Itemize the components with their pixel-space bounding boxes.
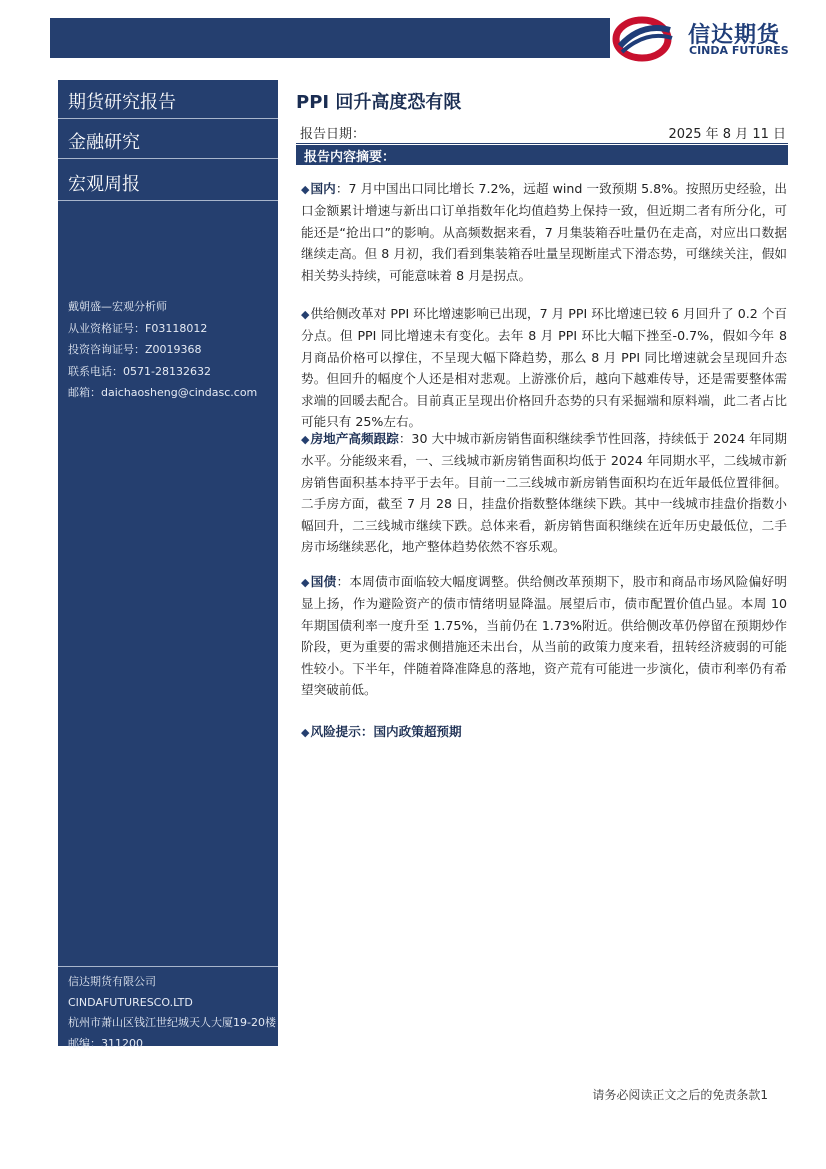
summary-paragraph-real-estate bbox=[301, 428, 787, 557]
risk-text: 风险提示：国内政策超预期 bbox=[310, 724, 462, 739]
report-title: PPI 回升高度恐有限 bbox=[296, 92, 462, 113]
logo-swoosh-icon bbox=[612, 16, 682, 62]
diamond-bullet-icon: ◆ bbox=[301, 576, 310, 589]
sidebar-divider bbox=[58, 966, 278, 967]
summary-header-bar bbox=[296, 145, 788, 165]
paragraph-label: 国内 bbox=[310, 181, 336, 196]
diamond-bullet-icon: ◆ bbox=[301, 308, 310, 321]
paragraph-text: ：本周债市面临较大幅度调整。供给侧改革预期下，股市和商品市场风险偏好明显上扬，作为避险资产的债市情绪明显降温。展望后市，债市配置价值凸显。本周 10 年期国债利率一度升至 1.75%，当前仍在 1.73%附近。供给侧改革仍停留在预期炒作阶段，更为重要的需求侧措施还未出台，从当前的政策力度来看，扭转经济疲弱的可能性较小。下半年，伴随着降准降息的落地，资产荒有可能进一步演化，债市利率仍有希望突破前低。 bbox=[301, 574, 788, 698]
date-divider bbox=[296, 143, 788, 144]
summary-paragraph-bonds bbox=[301, 571, 787, 700]
paragraph-text: 供给侧改革对 PPI 环比增速影响已出现，7 月 PPI 环比增速已较 6 月回升了 0.2 个百分点。但 PPI 同比增速未有变化。去年 8 月 PPI 环比大幅下挫至-0.7%，假如今年 8 月商品价格可以撑住，不呈现大幅下降趋势，那么 8 月 PPI 同比增速就会呈现回升态势。但回升的幅度个人还是相对悲观。上游涨价后，越向下越难传导，还是需要整体需求端的回暖去配合。目前真正呈现出价格回升态势的只有采掘端和原料端，此二者占比可能只有 25%左右。 bbox=[301, 306, 787, 430]
cinda-logo bbox=[612, 16, 812, 62]
paragraph-label: 房地产高频跟踪 bbox=[310, 431, 399, 446]
company-address: 杭州市萧山区钱江世纪城天人大厦19-20楼 bbox=[68, 1016, 276, 1029]
analyst-name: 戴朝盛—宏观分析师 bbox=[68, 300, 167, 313]
sidebar-title-report-type: 期货研究报告 bbox=[68, 92, 176, 113]
diamond-bullet-icon: ◆ bbox=[301, 433, 310, 446]
summary-paragraph-ppi bbox=[301, 303, 787, 432]
summary-header: 报告内容摘要： bbox=[304, 150, 396, 165]
paragraph-label: 国债 bbox=[310, 574, 337, 589]
risk-warning bbox=[301, 721, 462, 740]
company-name: 信达期货有限公司 bbox=[68, 975, 156, 988]
header-band bbox=[50, 18, 610, 58]
sidebar-title-category: 金融研究 bbox=[68, 132, 140, 153]
report-date-label: 报告日期： bbox=[300, 127, 366, 142]
sidebar-divider bbox=[58, 158, 278, 159]
brand-name-cn: 信达期货 bbox=[688, 23, 781, 48]
company-info bbox=[68, 972, 276, 1054]
analyst-info bbox=[68, 296, 257, 404]
sidebar-title-frequency: 宏观周报 bbox=[68, 174, 140, 195]
diamond-bullet-icon: ◆ bbox=[301, 726, 310, 739]
sidebar-divider bbox=[58, 118, 278, 119]
brand-name-en: CINDA FUTURES bbox=[689, 44, 789, 57]
company-name-en: CINDAFUTURESCO.LTD bbox=[68, 995, 193, 1009]
company-postcode: 邮编：311200 bbox=[68, 1036, 143, 1050]
paragraph-text: ：7 月中国出口同比增长 7.2%，远超 wind 一致预期 5.8%。按照历史经验，出口金额累计增速与新出口订单指数年化均值趋势上保持一致，但近期二者有所分化，可能还是“抢出口”的影响。从高频数据来看，7 月集装箱吞吐量仍在走高，对应出口数据继续走高。但 8 月初，我们看到集装箱吞吐量呈现断崖式下滑态势，可继续关注，假如相关势头持续，可能意味着 8 月是拐点。 bbox=[301, 181, 788, 283]
sidebar bbox=[58, 80, 278, 1050]
diamond-bullet-icon: ◆ bbox=[301, 183, 310, 196]
sidebar-divider bbox=[58, 200, 278, 201]
report-date: 2025 年 8 月 11 日 bbox=[668, 127, 786, 142]
analyst-email: 邮箱：daichaosheng@cindasc.com bbox=[68, 386, 258, 399]
analyst-qualification: 从业资格证号：F03118012 bbox=[68, 321, 208, 335]
summary-paragraph-domestic bbox=[301, 178, 787, 286]
disclaimer-footer: 请务必阅读正文之后的免责条款1 bbox=[592, 1088, 768, 1102]
analyst-consulting-license: 投资咨询证号：Z0019368 bbox=[68, 343, 202, 356]
analyst-phone: 联系电话：0571-28132632 bbox=[68, 364, 211, 378]
paragraph-text: ：30 大中城市新房销售面积继续季节性回落，持续低于 2024 年同期水平。分能级来看，一、三线城市新房销售面积均低于 2024 年同期水平，二线城市新房销售面积基本持平于去年。目前一二三线城市新房销售面积均在近年最低位置徘徊。二手房方面，截至 7 月 28 日，挂盘价指数整体继续下跌。其中一线城市挂盘价指数小幅回升，二三线城市继续下跌。总体来看，新房销售面积继续在近年历史最低位，二手房市场继续恶化，地产整体趋势依然不容乐观。 bbox=[301, 431, 787, 555]
